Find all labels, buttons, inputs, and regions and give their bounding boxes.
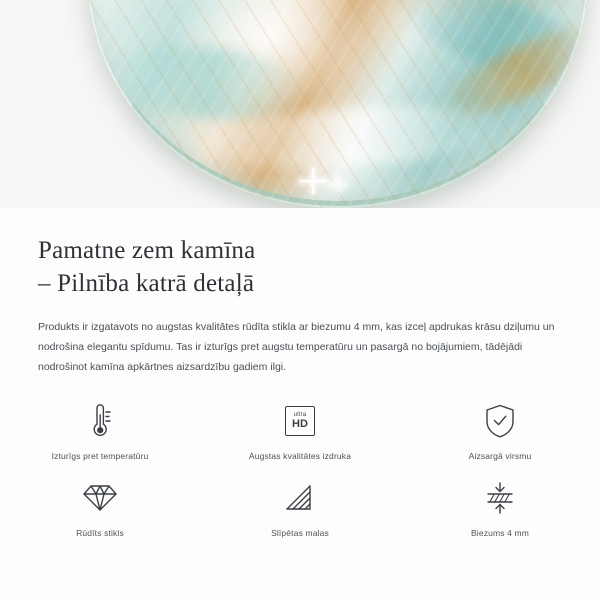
content-block bbox=[0, 208, 600, 378]
feature-label: Rūdīts stikls bbox=[76, 528, 124, 538]
feature-label: Izturīgs pret temperatūru bbox=[51, 451, 149, 461]
feature-label: Aizsargā virsmu bbox=[468, 451, 532, 461]
body-paragraph: Produkts ir izgatavots no augstas kvalitātes rūdīta stikla ar biezumu 4 mm, kas izceļ apdrukas krāsu dziļumu un nodrošina elegantu spīdumu. Tas ir izturīgs pret augstu temperatūru un pasargā no bojājumiem, tādējādi nodrošinot kamīna apkārtnes aizsardzību gadiem ilgi. bbox=[38, 320, 555, 374]
feature-label: Biezums 4 mm bbox=[470, 528, 529, 538]
feature-grid bbox=[0, 400, 600, 538]
feature-item bbox=[200, 477, 400, 538]
page-title bbox=[0, 208, 600, 301]
feature-item bbox=[400, 477, 600, 538]
thermometer-icon bbox=[83, 400, 117, 442]
marble-streak bbox=[206, 98, 509, 177]
headline-line-2: – Pilnība katrā detaļā bbox=[38, 270, 255, 298]
hero-image bbox=[0, 0, 600, 208]
headline-line-1: Pamatne zem kamīna bbox=[38, 237, 256, 264]
feature-item bbox=[0, 400, 200, 461]
thickness-arrows-icon bbox=[483, 477, 517, 519]
marble-streak bbox=[145, 0, 390, 10]
ultra-hd-badge-icon bbox=[285, 400, 315, 442]
feature-label: Augstas kvalitātes izdruka bbox=[248, 451, 352, 461]
badge-bottom-text: HD bbox=[292, 418, 308, 430]
feature-item bbox=[0, 477, 200, 538]
shield-check-icon bbox=[484, 400, 516, 442]
diamond-icon bbox=[82, 477, 118, 519]
feature-item bbox=[400, 400, 600, 461]
feature-item bbox=[200, 400, 400, 461]
feature-label: Slīpētas malas bbox=[271, 528, 329, 538]
badge-top-text: ultra bbox=[293, 412, 307, 418]
polished-edges-icon bbox=[283, 477, 317, 519]
